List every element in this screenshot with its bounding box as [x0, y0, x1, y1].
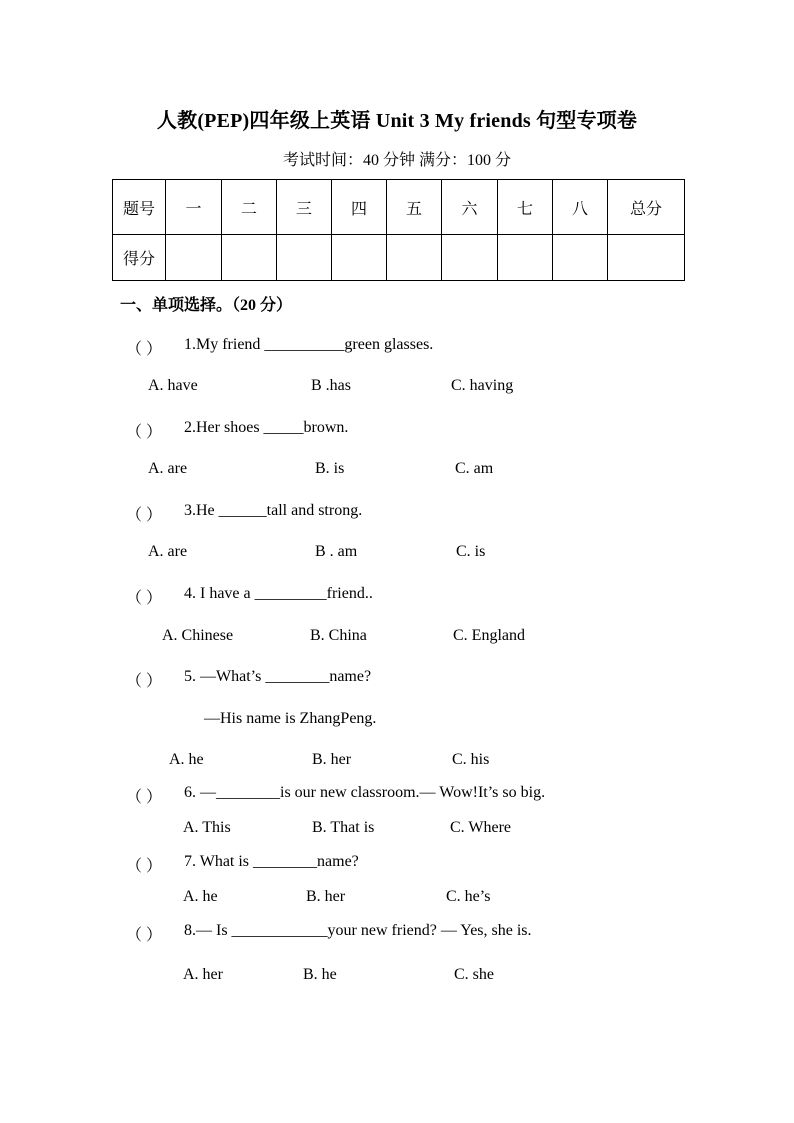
question-text: 3.He ______tall and strong.: [184, 502, 363, 519]
question-text: 1.My friend __________green glasses.: [184, 336, 434, 353]
option-a: A. Chinese: [162, 627, 234, 644]
option-c: C. am: [455, 460, 494, 477]
question-text: 4. I have a _________friend..: [184, 585, 373, 602]
question-dialogue-line: —His name is ZhangPeng.: [204, 710, 377, 727]
score-header-cell: 总分: [608, 180, 685, 235]
option-c: C. is: [456, 543, 486, 560]
option-b: B. That is: [312, 819, 375, 836]
option-c: C. having: [451, 377, 514, 394]
answer-blank[interactable]: （ ）: [126, 341, 163, 358]
score-table-header-row: [113, 180, 685, 235]
option-a: A. he: [183, 888, 218, 905]
option-c: C. he’s: [446, 888, 491, 905]
answer-blank[interactable]: （ ）: [126, 789, 163, 806]
option-c: C. Where: [450, 819, 512, 836]
score-cell[interactable]: [166, 235, 222, 281]
option-a: A. her: [183, 966, 223, 983]
option-b: B. he: [303, 966, 337, 983]
answer-blank[interactable]: （ ）: [126, 424, 163, 441]
option-c: C. his: [452, 751, 490, 768]
score-header-cell: 七: [498, 180, 553, 235]
option-b: B. is: [315, 460, 345, 477]
score-cell[interactable]: [222, 235, 277, 281]
page-title: 人教(PEP)四年级上英语 Unit 3 My friends 句型专项卷: [156, 110, 638, 132]
score-header-cell: 八: [553, 180, 608, 235]
score-header-cell: 二: [222, 180, 277, 235]
question-text: 2.Her shoes _____brown.: [184, 419, 349, 436]
score-header-cell: 题号: [113, 180, 166, 235]
option-b: B. her: [306, 888, 346, 905]
answer-blank[interactable]: （ ）: [126, 507, 163, 524]
score-cell[interactable]: [332, 235, 387, 281]
question-text: 6. —________is our new classroom.— Wow!It’s so big.: [184, 784, 546, 801]
option-b: B .has: [311, 377, 351, 394]
option-c: C. England: [453, 627, 525, 644]
option-c: C. she: [454, 966, 494, 983]
exam-info: 考试时间：40 分钟 满分：100 分: [282, 152, 511, 169]
score-cell[interactable]: [498, 235, 553, 281]
option-b: B. China: [310, 627, 367, 644]
option-a: A. This: [183, 819, 231, 836]
answer-blank[interactable]: （ ）: [126, 673, 163, 690]
score-cell[interactable]: [387, 235, 442, 281]
answer-blank[interactable]: （ ）: [126, 590, 163, 607]
answer-blank[interactable]: （ ）: [126, 858, 163, 875]
score-header-cell: 五: [387, 180, 442, 235]
score-header-cell: 一: [166, 180, 222, 235]
score-header-cell: 三: [277, 180, 332, 235]
score-header-cell: 六: [442, 180, 498, 235]
question-text: 7. What is ________name?: [184, 853, 359, 870]
score-table-score-row: [113, 235, 685, 281]
option-a: A. are: [148, 460, 188, 477]
score-table: [112, 179, 685, 281]
section-heading: 一、单项选择。（20 分）: [120, 297, 293, 314]
question-text: 8.— Is ____________your new friend? — Yes, she is.: [184, 922, 532, 939]
score-cell[interactable]: [553, 235, 608, 281]
option-a: A. are: [148, 543, 188, 560]
option-b: B. her: [312, 751, 352, 768]
score-cell[interactable]: [277, 235, 332, 281]
score-cell[interactable]: [608, 235, 685, 281]
score-cell[interactable]: [442, 235, 498, 281]
option-b: B . am: [315, 543, 358, 560]
option-a: A. have: [148, 377, 198, 394]
option-a: A. he: [169, 751, 204, 768]
score-header-cell: 四: [332, 180, 387, 235]
question-text: 5. —What’s ________name?: [184, 668, 372, 685]
score-row-label: 得分: [113, 235, 166, 281]
answer-blank[interactable]: （ ）: [126, 927, 163, 944]
